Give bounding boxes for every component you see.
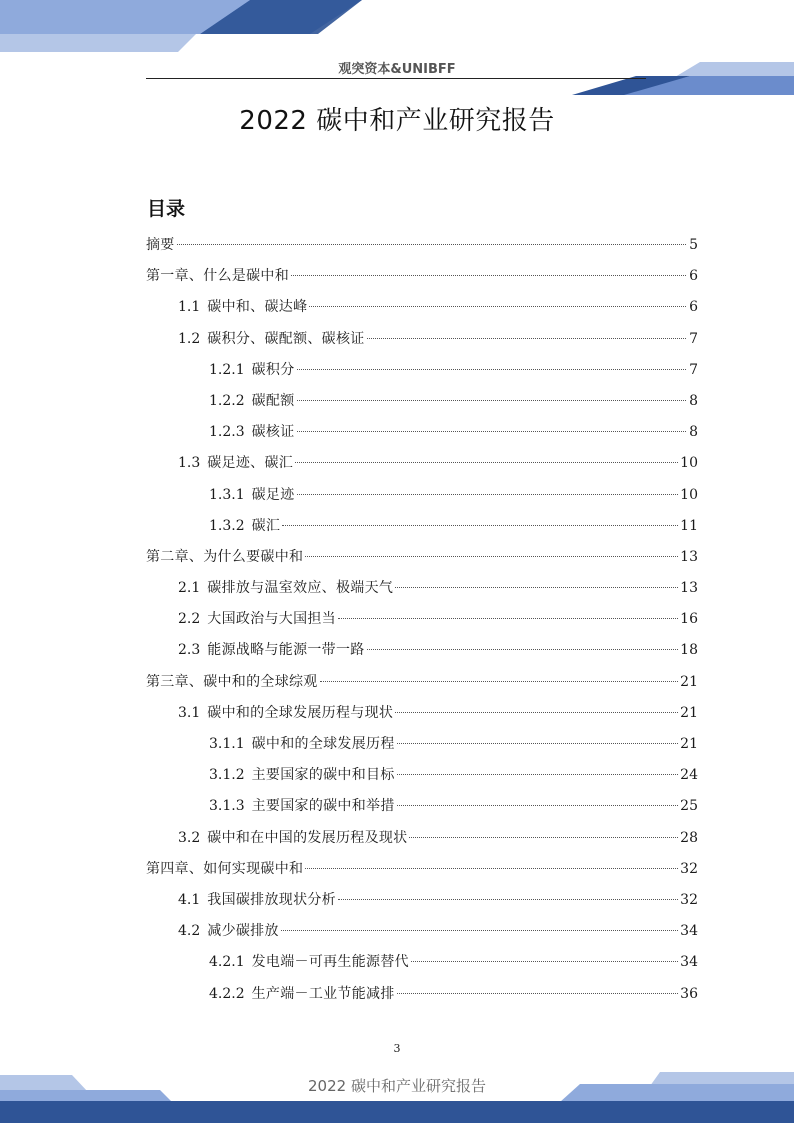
toc-dot-leader xyxy=(297,494,679,495)
toc-entry[interactable] xyxy=(146,511,698,542)
toc-entry-number: 3.1.1 xyxy=(209,736,245,752)
toc-entry[interactable] xyxy=(146,979,698,1010)
toc-dot-leader xyxy=(367,338,686,339)
toc-dot-leader xyxy=(297,369,686,370)
header-right-mid-band xyxy=(620,76,794,95)
toc-entry-title: 碳中和在中国的发展历程及现状 xyxy=(207,829,408,846)
toc-dot-leader xyxy=(305,868,678,869)
toc-entry[interactable] xyxy=(146,448,698,479)
toc-entry-title: 碳汇 xyxy=(251,517,281,534)
toc-entry[interactable] xyxy=(146,480,698,511)
toc-entry-number: 2.2 xyxy=(178,611,201,628)
toc-dot-leader xyxy=(411,961,678,962)
toc-entry[interactable] xyxy=(146,386,698,417)
toc-entry-page: 32 xyxy=(680,891,698,908)
toc-entry-title: 生产端－工业节能减排 xyxy=(251,985,395,1002)
toc-entry-number: 1.2 xyxy=(178,330,201,347)
toc-entry-number: 3.1.3 xyxy=(209,798,245,815)
toc-entry-page: 16 xyxy=(680,611,698,628)
toc-dot-leader xyxy=(297,400,686,401)
toc-entry[interactable] xyxy=(146,573,698,604)
toc-entry-title: 摘要 xyxy=(146,237,175,253)
top-left-light-band xyxy=(0,0,230,52)
toc-entry-number: 4.2.1 xyxy=(209,954,245,971)
toc-entry-number: 4.2.2 xyxy=(209,985,245,1002)
toc-entry[interactable] xyxy=(146,261,698,292)
toc-dot-leader xyxy=(282,525,678,526)
toc-entry-number: 1.1 xyxy=(178,299,201,316)
toc-entry-number: 4.2 xyxy=(178,923,201,940)
toc-entry-title: 碳足迹、碳汇 xyxy=(207,455,294,472)
toc-dot-leader xyxy=(295,462,678,463)
toc-dot-leader xyxy=(309,306,686,307)
toc-entry-page: 18 xyxy=(680,642,698,659)
toc-entry[interactable] xyxy=(146,791,698,822)
toc-entry-title: 发电端－可再生能源替代 xyxy=(251,954,409,971)
page-number: 3 xyxy=(393,1042,401,1055)
toc-entry[interactable] xyxy=(146,729,698,760)
toc-entry-title: 碳中和的全球发展历程与现状 xyxy=(207,704,394,721)
toc-dot-leader xyxy=(338,618,678,619)
toc-dot-leader xyxy=(395,712,678,713)
toc-entry[interactable] xyxy=(146,635,698,666)
toc-entry-title: 碳足迹 xyxy=(251,486,295,503)
toc-entry-title: 第一章、什么是碳中和 xyxy=(146,268,289,285)
toc-entry-page: 34 xyxy=(680,954,698,971)
toc-entry-title: 碳中和、碳达峰 xyxy=(207,299,308,316)
bottom-dark-band xyxy=(0,1101,794,1123)
toc-dot-leader xyxy=(305,556,678,557)
toc-entry-number: 4.1 xyxy=(178,891,201,908)
toc-entry[interactable] xyxy=(146,230,698,261)
toc-entry-number: 1.2.3 xyxy=(209,424,245,441)
running-footer: 2022 碳中和产业研究报告 xyxy=(308,1077,486,1095)
toc-entry-page: 32 xyxy=(680,860,698,877)
toc-entry-title: 碳核证 xyxy=(251,424,295,441)
toc-entry-page: 24 xyxy=(680,767,698,784)
toc-entry-page: 21 xyxy=(680,736,698,752)
toc-dot-leader xyxy=(297,431,686,432)
toc-entry[interactable] xyxy=(146,667,698,698)
toc-entry-page: 6 xyxy=(689,299,698,316)
toc-entry-page: 36 xyxy=(680,985,698,1002)
running-header: 观突资本&UNIBFF xyxy=(338,62,456,77)
toc-entry-page: 7 xyxy=(689,361,698,378)
top-left-pale-band xyxy=(0,0,250,34)
toc-entry-page: 21 xyxy=(680,704,698,721)
toc-entry-page: 10 xyxy=(680,486,698,503)
toc-entry-number: 1.3.2 xyxy=(209,517,245,534)
toc-dot-leader xyxy=(177,244,686,245)
toc-entry-page: 28 xyxy=(680,829,698,846)
toc-entry-number: 1.2.1 xyxy=(209,361,245,378)
toc-entry[interactable] xyxy=(146,698,698,729)
toc-heading: 目录 xyxy=(147,198,186,220)
top-left-mid-band xyxy=(0,0,362,34)
toc-entry[interactable] xyxy=(146,947,698,978)
toc-entry-number: 3.1.2 xyxy=(209,767,245,784)
toc-entry[interactable] xyxy=(146,854,698,885)
toc-entry-title: 碳中和的全球发展历程 xyxy=(251,736,395,752)
toc-entry-page: 34 xyxy=(680,923,698,940)
toc-entry-page: 21 xyxy=(680,673,698,690)
top-left-dark-band xyxy=(0,0,362,34)
header-rule xyxy=(146,78,646,79)
document-title: 2022 碳中和产业研究报告 xyxy=(239,106,555,136)
toc-entry-page: 5 xyxy=(689,237,698,253)
toc-entry[interactable] xyxy=(146,355,698,386)
toc-dot-leader xyxy=(395,587,678,588)
toc-entry-title: 第三章、碳中和的全球综观 xyxy=(146,673,318,690)
toc-entry[interactable] xyxy=(146,916,698,947)
toc-entry[interactable] xyxy=(146,760,698,791)
toc-entry-number: 2.1 xyxy=(178,580,201,597)
toc-entry-title: 碳排放与温室效应、极端天气 xyxy=(207,580,394,597)
toc-entry-title: 主要国家的碳中和举措 xyxy=(251,798,395,815)
toc-entry-title: 第四章、如何实现碳中和 xyxy=(146,860,304,877)
toc-entry-title: 第二章、为什么要碳中和 xyxy=(146,548,304,565)
toc-entry-number: 3.2 xyxy=(178,829,201,846)
toc-dot-leader xyxy=(291,275,686,276)
toc-entry-title: 主要国家的碳中和目标 xyxy=(251,767,395,784)
toc-dot-leader xyxy=(397,805,679,806)
toc-entry-page: 25 xyxy=(680,798,698,815)
toc-entry-page: 6 xyxy=(689,268,698,285)
toc-entry-number: 3.1 xyxy=(178,704,201,721)
toc-dot-leader xyxy=(320,681,679,682)
toc-entry[interactable] xyxy=(146,417,698,448)
toc-entry-page: 8 xyxy=(689,392,698,409)
toc-entry-page: 13 xyxy=(680,548,698,565)
toc-entry-number: 2.3 xyxy=(178,642,201,659)
toc-entry-page: 8 xyxy=(689,424,698,441)
toc-entry[interactable] xyxy=(146,885,698,916)
toc-entry-page: 10 xyxy=(680,455,698,472)
toc-dot-leader xyxy=(397,774,679,775)
toc-entry-number: 1.3.1 xyxy=(209,486,245,503)
toc-entry-page: 7 xyxy=(689,330,698,347)
toc-entry[interactable] xyxy=(146,604,698,635)
toc-entry[interactable] xyxy=(146,823,698,854)
toc-entry[interactable] xyxy=(146,324,698,355)
toc-entry-title: 碳积分 xyxy=(251,361,295,378)
toc-entry-title: 我国碳排放现状分析 xyxy=(207,891,336,908)
toc-entry-title: 能源战略与能源一带一路 xyxy=(207,642,365,659)
toc-entry-number: 1.3 xyxy=(178,455,201,472)
toc-dot-leader xyxy=(281,930,678,931)
toc-entry-title: 减少碳排放 xyxy=(207,923,279,940)
toc-entry-number: 1.2.2 xyxy=(209,392,245,409)
toc-dot-leader xyxy=(409,837,678,838)
toc-dot-leader xyxy=(397,993,679,994)
toc-entry-page: 11 xyxy=(680,517,698,534)
table-of-contents xyxy=(146,230,698,1010)
toc-dot-leader xyxy=(367,649,679,650)
toc-dot-leader xyxy=(338,899,678,900)
toc-entry-page: 13 xyxy=(680,580,698,597)
toc-entry[interactable] xyxy=(146,292,698,323)
toc-entry-title: 大国政治与大国担当 xyxy=(207,611,336,628)
toc-entry[interactable] xyxy=(146,542,698,573)
toc-dot-leader xyxy=(397,743,679,744)
toc-entry-title: 碳积分、碳配额、碳核证 xyxy=(207,330,365,347)
toc-entry-title: 碳配额 xyxy=(251,392,295,409)
